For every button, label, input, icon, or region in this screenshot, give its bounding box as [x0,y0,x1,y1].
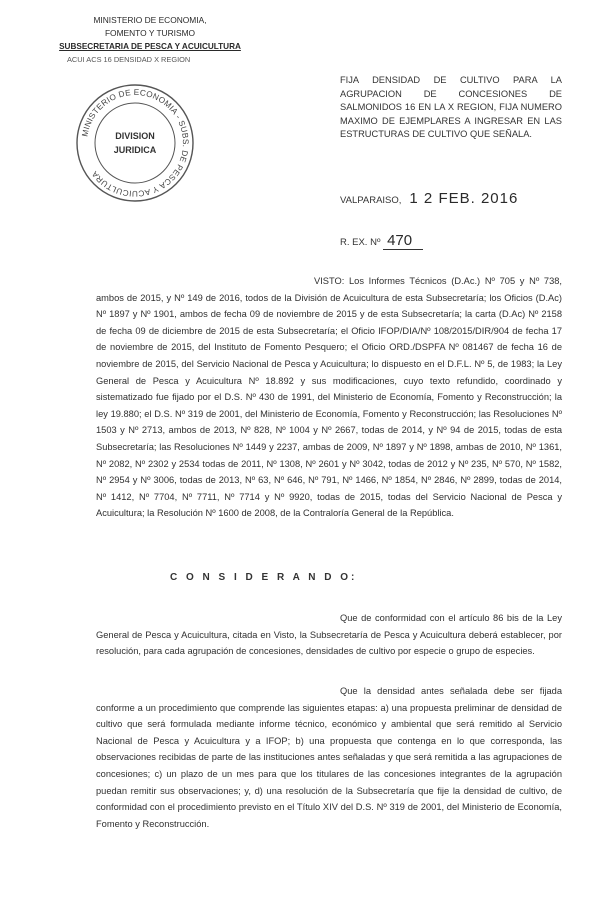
ministry-line-2: FOMENTO Y TURISMO [104,28,196,38]
p2-text: la densidad antes señalada debe ser fijada conforme a un procedimiento que comprende las siguientes etapas: a) una propuesta preliminar de densidad de cultivo que será formulada mediante informe técnico, económico y ambiental que será remitido al Servicio Nacional de Pesca y Acuicultura y a IFOP; b) una propuesta que contenga en lo que corresponda, las observaciones recibidas de parte de las instituciones antes señaladas y que será remitida a las agrupaciones de concesiones; c) un plazo de un mes para que los titulares de las concesiones integrantes de la agrupación puedan remitir sus observaciones; y, d) una resolución de la Subsecretaría que fije la densidad de cultivo, de conformidad con el procedimiento previsto en el Título XIV del D.S. Nº 319 de 2001, del Ministerio de Economía, Fomento y Reconstrucción. [96,686,562,829]
date-line [340,190,518,207]
considerando-paragraph-1 [96,610,562,660]
p1-text: de conformidad con el artículo 86 bis de la Ley General de Pesca y Acuicultura, citada en Visto, la Subsecretaría de Pesca y Acuicultura deberá establecer, por resolución, para cada agrupación de concesiones, densidades de cultivo por especie o grupo de especies. [96,613,562,657]
stamp-ring-text: MINISTERIO DE ECONOMIA - SUBS. DE PESCA Y ACUICULTURA [80,87,191,199]
p2-lead: Que [340,686,358,696]
resolution-number: 470 [387,232,413,249]
letterhead [55,14,245,66]
visto-paragraph [96,273,562,522]
svg-text:MINISTERIO DE ECONOMIA - SUBS. [80,88,190,198]
ministry-line-1: MINISTERIO DE ECONOMIA, [93,15,207,25]
subsecretaria-name: SUBSECRETARIA DE PESCA Y ACUICULTURA [59,42,241,51]
considerando-heading: C O N S I D E R A N D O: [170,572,358,583]
division-juridica-stamp [74,82,196,204]
visto-label: VISTO: [314,276,345,286]
stamp-line-2: JURIDICA [113,145,157,155]
date-stamp: 1 2 FEB. 2016 [409,190,519,207]
p1-lead: Que [340,613,358,623]
considerando-paragraph-2 [96,683,562,832]
date-place: VALPARAISO, [340,195,402,206]
resolution-label: R. EX. Nº [340,237,381,248]
reference-code: ACUI ACS 16 DENSIDAD X REGION [67,55,191,64]
stamp-line-1: DIVISION [115,131,155,141]
resolution-title: FIJA DENSIDAD DE CULTIVO PARA LA AGRUPACION DE CONCESIONES DE SALMONIDOS 16 EN LA X REGION, FIJA NUMERO MAXIMO DE EJEMPLARES A INGRESAR EN LAS ESTRUCTURAS DE CULTIVO QUE SEÑALA. [340,75,562,139]
visto-text: Los Informes Técnicos (D.Ac.) Nº 705 y Nº 738, ambos de 2015, y Nº 149 de 2016, todos de la División de Acuicultura de esta Subsecretaría; los Oficios (D.Ac) Nº 1897 y Nº 1901, ambos de fecha 09 de noviembre de 2015 y de esta Subsecretaría; la carta (D.Ac) Nº 2158 de fecha 09 de diciembre de 2015 de esta Subsecretaría; el Oficio IFOP/DIA/Nº 108/2015/DIR/904 de fecha 17 de noviembre de 2015, del Instituto de Fomento Pesquero; el Oficio ORD./DSPFA Nº 081467 de fecha 16 de noviembre de 2015, del Servicio Nacional de Pesca y Acuicultura; lo dispuesto en el D.F.L. Nº 5, de 1983; la Ley General de Pesca y Acuicultura Nº 18.892 y sus modificaciones, cuyo texto refundido, coordinado y sistematizado fue fijado por el D.S. Nº 430 de 1991, del Ministerio de Economía, Fomento y Reconstrucción; la ley 19.880; el D.S. Nº 319 de 2001, del Ministerio de Economía, Fomento y Reconstrucción; las Resoluciones Nº 1503 y Nº 2713, ambos de 2013, Nº 828, Nº 1004 y Nº 2667, todas de 2014, y Nº 94 de 2015, todas de esta Subsecretaría; las Resoluciones Nº 1449 y 2237, ambas de 2009, Nº 1897 y Nº 1898, ambas de 2010, Nº 1361, Nº 2082, Nº 2302 y 2534 todas de 2011, Nº 1308, Nº 2601 y Nº 3042, todas de 2012 y Nº 235, Nº 570, Nº 1582, Nº 2954 y Nº 3006, todas de 2013, Nº 63, Nº 646, Nº 791, Nº 1466, Nº 1854, Nº 2846, Nº 2899, todas de 2014, Nº 1412, Nº 7704, Nº 7711, Nº 7714 y Nº 9920, todas de 2015, todas del Servicio Nacional de Pesca y Acuicultura; la Resolución Nº 1600 de 2008, de la Contraloría General de la República. [96,276,562,519]
resolution-number-line [340,232,423,250]
